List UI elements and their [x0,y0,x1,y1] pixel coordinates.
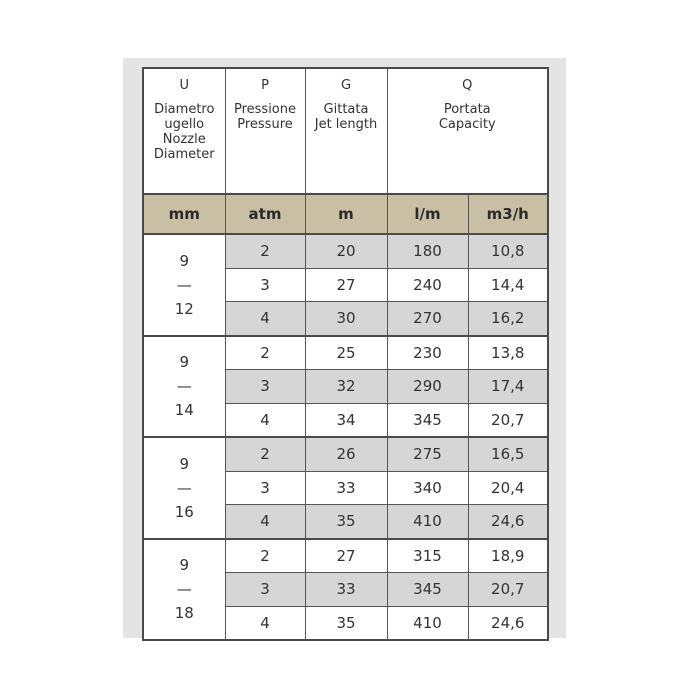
capacity-m3h-cell: 13,8 [468,336,548,370]
header-line: Capacity [438,117,496,132]
header-line: Diametro [154,102,215,117]
capacity-lm-cell: 290 [387,370,468,404]
pressure-cell: 3 [225,370,305,404]
capacity-m3h-cell: 20,7 [468,403,548,437]
jet-length-cell: 32 [305,370,387,404]
capacity-m3h-cell: 24,6 [468,505,548,539]
unit-l-per-min: l/m [387,194,468,234]
jet-length-cell: 35 [305,606,387,640]
nozzle-spec-table [142,67,549,641]
header-code: U [179,78,189,93]
capacity-m3h-cell: 24,6 [468,606,548,640]
jet-length-cell: 30 [305,302,387,336]
nozzle-range-cell [143,336,225,438]
capacity-lm-cell: 345 [387,573,468,607]
range-to: 14 [174,401,194,420]
range-from: 9 [179,556,190,575]
header-line: Jet length [314,117,378,132]
nozzle-range-cell [143,234,225,336]
header-jet-length [305,68,387,194]
header-nozzle-diameter [143,68,225,194]
pressure-cell: 4 [225,302,305,336]
jet-length-cell: 26 [305,437,387,471]
nozzle-range-cell [143,437,225,539]
header-line: Portata [443,102,491,117]
pressure-cell: 4 [225,505,305,539]
jet-length-cell: 25 [305,336,387,370]
unit-m: m [305,194,387,234]
capacity-m3h-cell: 17,4 [468,370,548,404]
header-line: Nozzle [162,132,206,147]
capacity-lm-cell: 240 [387,268,468,302]
capacity-lm-cell: 230 [387,336,468,370]
pressure-cell: 2 [225,539,305,573]
range-dash: — [176,275,192,294]
header-code: G [340,78,352,93]
capacity-m3h-cell: 20,7 [468,573,548,607]
jet-length-cell: 20 [305,234,387,268]
unit-mm: mm [143,194,225,234]
nozzle-range-cell [143,539,225,641]
unit-row [143,194,548,234]
jet-length-cell: 27 [305,268,387,302]
pressure-cell: 3 [225,268,305,302]
jet-length-cell: 34 [305,403,387,437]
range-dash: — [176,478,192,497]
unit-atm: atm [225,194,305,234]
capacity-lm-cell: 340 [387,471,468,505]
capacity-m3h-cell: 10,8 [468,234,548,268]
range-dash: — [176,580,192,599]
header-pressure [225,68,305,194]
header-row [143,68,548,194]
capacity-lm-cell: 270 [387,302,468,336]
range-dash: — [176,377,192,396]
jet-length-cell: 35 [305,505,387,539]
capacity-lm-cell: 315 [387,539,468,573]
header-line: Pressure [237,117,293,132]
capacity-lm-cell: 275 [387,437,468,471]
header-line: Pressione [233,102,297,117]
capacity-lm-cell: 180 [387,234,468,268]
capacity-m3h-cell: 18,9 [468,539,548,573]
capacity-m3h-cell: 16,5 [468,437,548,471]
table-row [143,234,548,268]
pressure-cell: 4 [225,606,305,640]
jet-length-cell: 33 [305,471,387,505]
header-code: P [261,78,269,93]
capacity-lm-cell: 410 [387,606,468,640]
range-to: 12 [174,299,194,318]
header-code: Q [462,78,473,93]
capacity-m3h-cell: 16,2 [468,302,548,336]
pressure-cell: 3 [225,573,305,607]
capacity-lm-cell: 410 [387,505,468,539]
header-line: Diameter [153,147,215,162]
table-row [143,437,548,471]
range-from: 9 [179,353,190,372]
range-from: 9 [179,251,190,270]
range-to: 18 [174,604,194,623]
pressure-cell: 2 [225,437,305,471]
capacity-m3h-cell: 14,4 [468,268,548,302]
table-row [143,336,548,370]
range-from: 9 [179,454,190,473]
range-to: 16 [174,502,194,521]
header-line: ugello [164,117,205,132]
jet-length-cell: 27 [305,539,387,573]
table-row [143,539,548,573]
pressure-cell: 2 [225,234,305,268]
header-capacity [387,68,548,194]
capacity-m3h-cell: 20,4 [468,471,548,505]
capacity-lm-cell: 345 [387,403,468,437]
unit-m3-per-h: m3/h [468,194,548,234]
pressure-cell: 2 [225,336,305,370]
pressure-cell: 4 [225,403,305,437]
jet-length-cell: 33 [305,573,387,607]
header-line: Gittata [323,102,369,117]
pressure-cell: 3 [225,471,305,505]
